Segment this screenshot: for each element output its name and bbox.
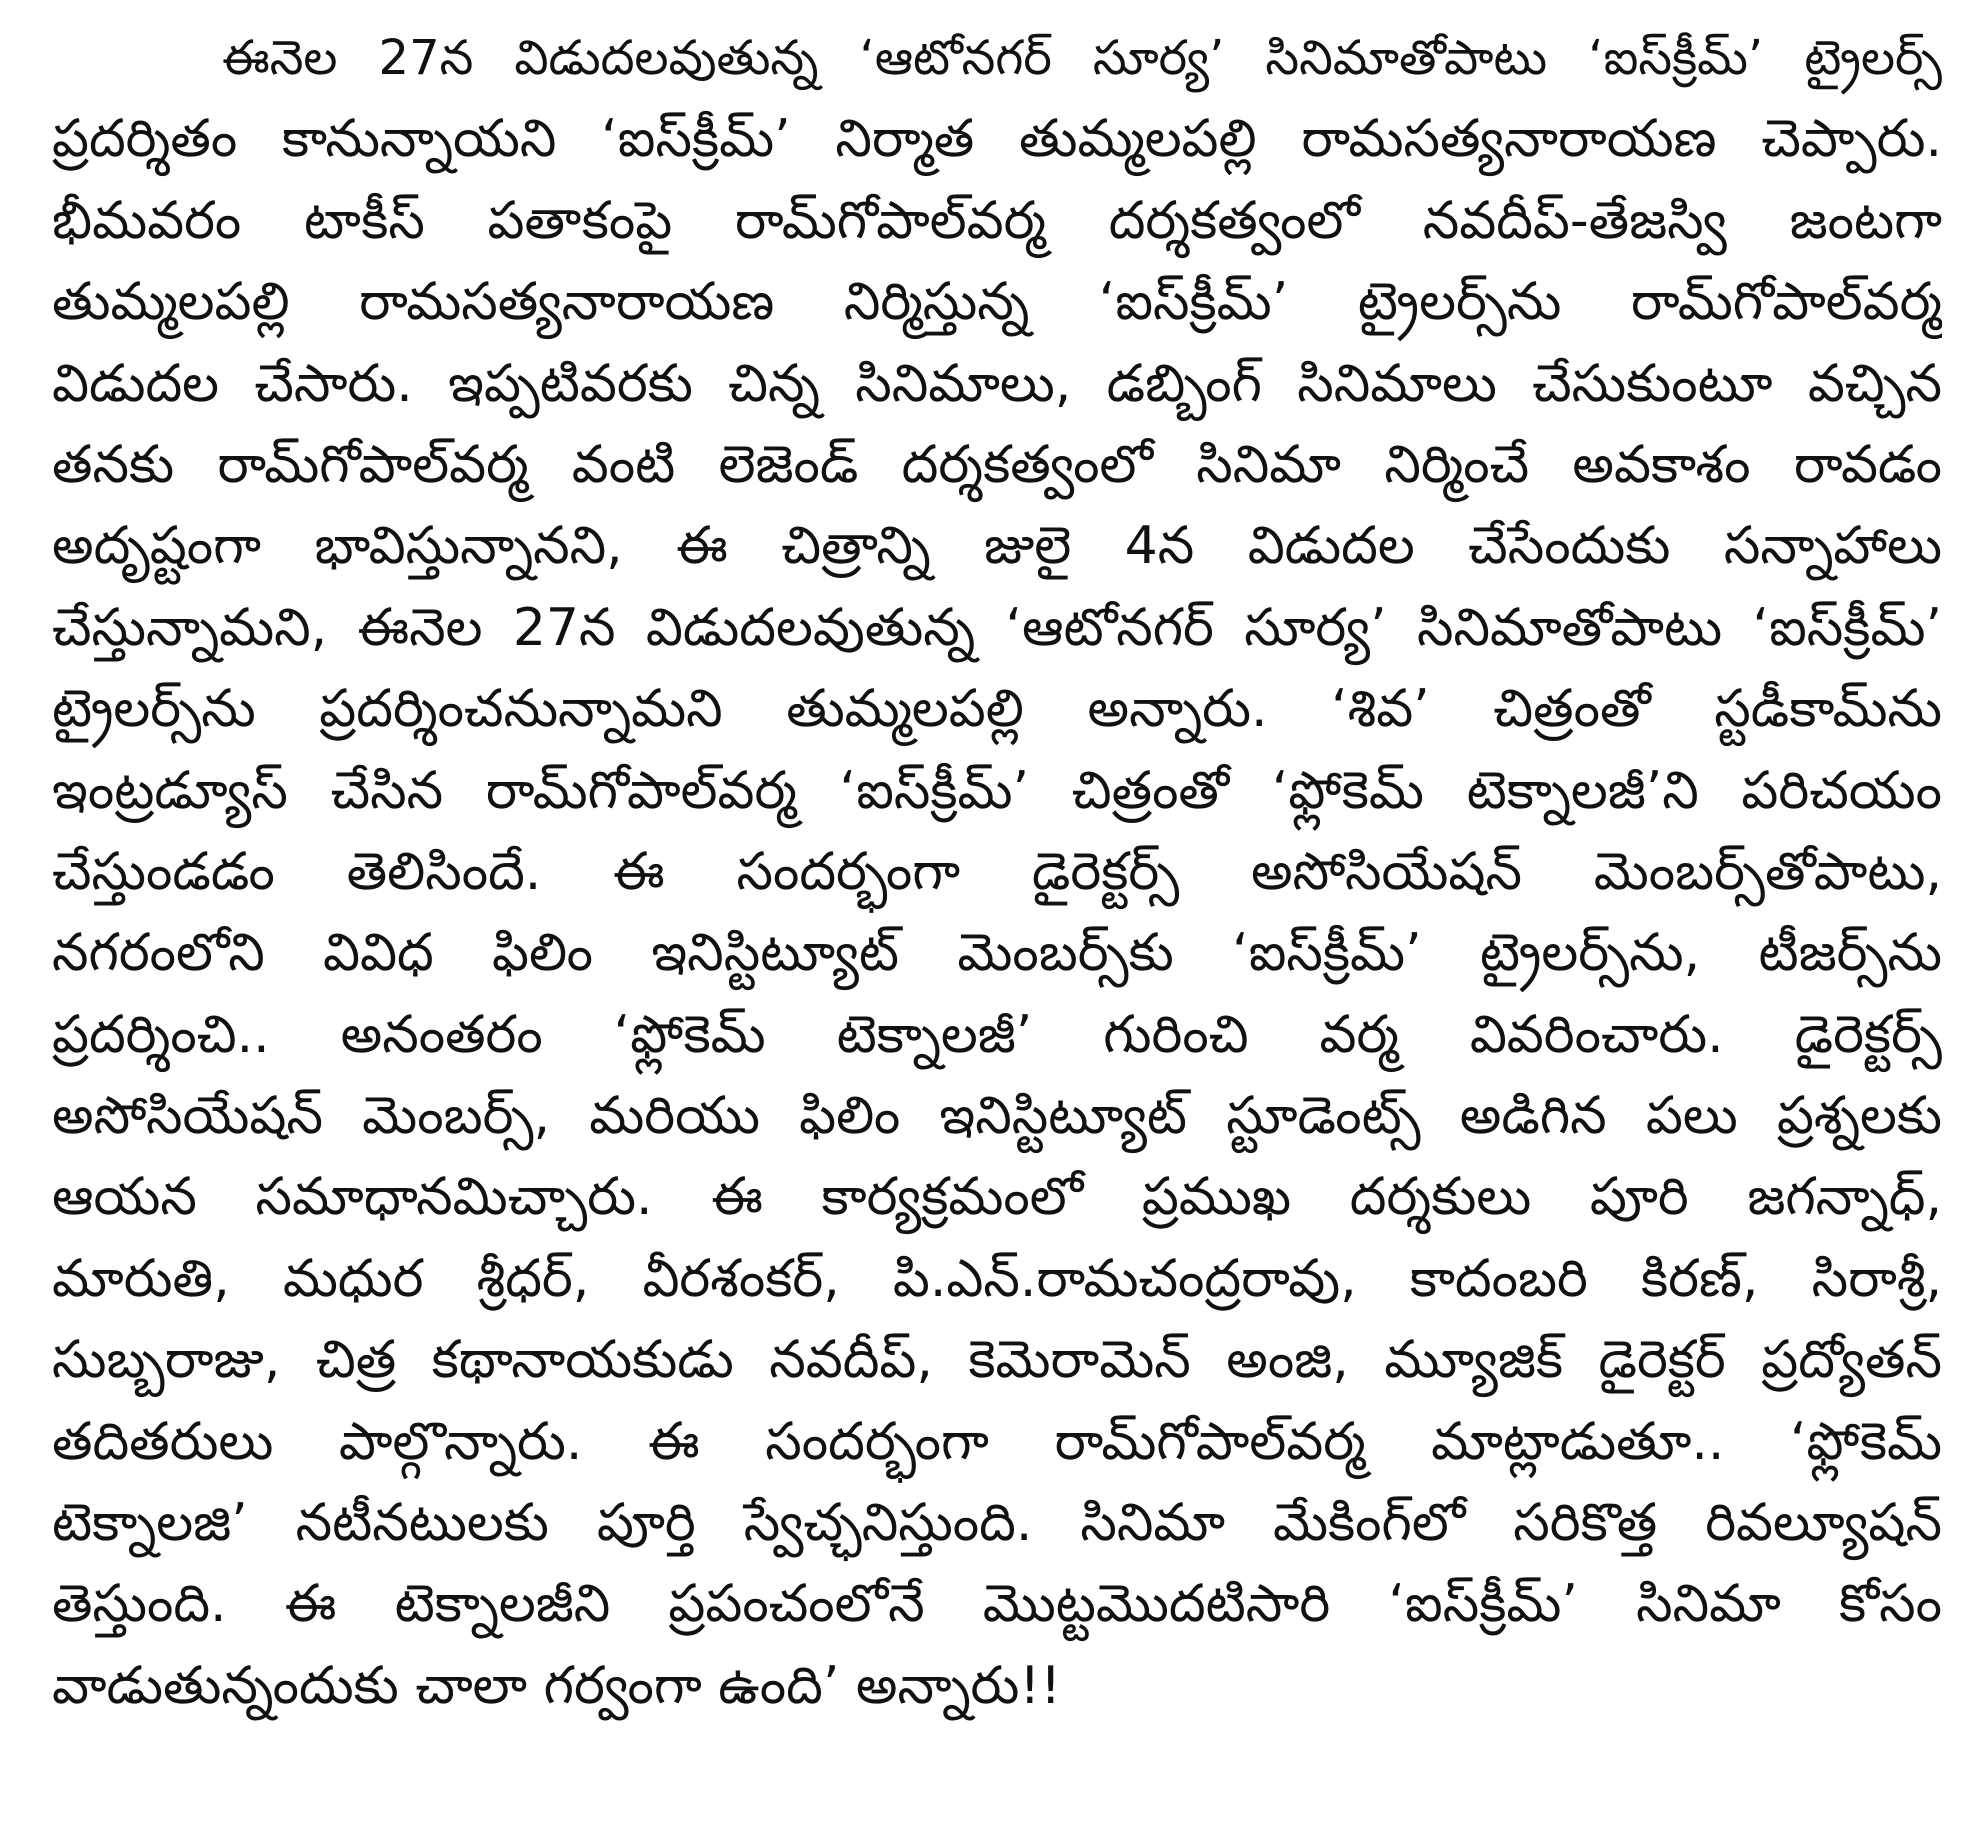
article-line-10: ఇంట్రడ్యూస్ చేసిన రామ్‌గోపాల్‌వర్మ ‘ఐస్‌క్రీమ్’ చిత్రంతో ‘ఫ్లోకెమ్ టెక్నాలజీ’ని పరిచయం	[52, 760, 1942, 821]
article-line-4: తుమ్మలపల్లి రామసత్యనారాయణ నిర్మిస్తున్న ‘ఐస్‌క్రీమ్’ ట్రైలర్స్‌ను రామ్‌గోపాల్‌వర్మ	[52, 272, 1942, 333]
article-line-8: చేస్తున్నామని, ఈనెల 27న విడుదలవుతున్న ‘ఆటోనగర్ సూర్య’ సినిమాతోపాటు ‘ఐస్‌క్రీమ్’	[52, 597, 1942, 658]
article-line-16: మారుతి, మధుర శ్రీధర్, వీరశంకర్, పి.ఎన్.రామచంద్రరావు, కాదంబరి కిరణ్, సిరాశ్రీ,	[52, 1248, 1942, 1309]
article-line-1: ఈనెల 27న విడుదలవుతున్న ‘ఆటోనగర్ సూర్య’ సినిమాతోపాటు ‘ఐస్‌క్రీమ్’ ట్రైలర్స్	[222, 30, 1942, 86]
article-line-13: ప్రదర్శించి.. అనంతరం ‘ఫ్లోకెమ్ టెక్నాలజీ’ గురించి వర్మ వివరించారు. డైరెక్టర్స్	[52, 1004, 1942, 1065]
article-line-7: అదృష్టంగా భావిస్తున్నానని, ఈ చిత్రాన్ని జులై 4న విడుదల చేసేందుకు సన్నాహాలు	[52, 516, 1942, 577]
article-line-3: భీమవరం టాకీస్ పతాకంపై రామ్‌గోపాల్‌వర్మ దర్శకత్వంలో నవదీప్-తేజస్వి జంటగా	[52, 190, 1942, 251]
article-line-14: అసోసియేషన్ మెంబర్స్, మరియు ఫిలిం ఇనిస్టిట్యూట్ స్టూడెంట్స్ అడిగిన పలు ప్రశ్నలకు	[52, 1086, 1942, 1147]
article-line-11: చేస్తుండడం తెలిసిందే. ఈ సందర్భంగా డైరెక్టర్స్ అసోసియేషన్ మెంబర్స్‌తోపాటు,	[52, 841, 1942, 902]
article-body	[52, 18, 1942, 1727]
article-line-21: వాడుతున్నందుకు చాలా గర్వంగా ఉంది’ అన్నారు!!	[52, 1655, 1062, 1716]
article-line-12: నగరంలోని వివిధ ఫిలిం ఇనిస్టిట్యూట్ మెంబర్స్‌కు ‘ఐస్‌క్రీమ్’ ట్రైలర్స్‌ను, టీజర్స్‌ను	[52, 923, 1942, 984]
article-line-5: విడుదల చేసారు. ఇప్పటివరకు చిన్న సినిమాలు, డబ్బింగ్ సినిమాలు చేసుకుంటూ వచ్చిన	[52, 353, 1942, 414]
article-line-17: సుబ్బరాజు, చిత్ర కథానాయకుడు నవదీప్, కెమెరామెన్ అంజి, మ్యూజిక్ డైరెక్టర్ ప్రద్యోతన్	[52, 1330, 1942, 1391]
article-line-20: తెస్తుంది. ఈ టెక్నాలజీని ప్రపంచంలోనే మొట్టమొదటిసారి ‘ఐస్‌క్రీమ్’ సినిమా కోసం	[52, 1574, 1942, 1635]
article-line-2: ప్రదర్శితం కానున్నాయని ‘ఐస్‌క్రీమ్’ నిర్మాత తుమ్మలపల్లి రామసత్యనారాయణ చెప్పారు.	[52, 109, 1942, 170]
article-line-9: ట్రైలర్స్‌ను ప్రదర్శించనున్నామని తుమ్మలపల్లి అన్నారు. ‘శివ’ చిత్రంతో స్టడీకామ్‌ను	[52, 679, 1942, 740]
document-page	[52, 18, 1942, 1828]
article-line-19: టెక్నాలజి’ నటీనటులకు పూర్తి స్వేచ్ఛనిస్తుంది. సినిమా మేకింగ్‌లో సరికొత్త రివల్యూషన్	[52, 1493, 1942, 1554]
article-line-15: ఆయన సమాధానమిచ్చారు. ఈ కార్యక్రమంలో ప్రముఖ దర్శకులు పూరి జగన్నాధ్,	[52, 1167, 1942, 1228]
article-line-6: తనకు రామ్‌గోపాల్‌వర్మ వంటి లెజెండ్ దర్శకత్వంలో సినిమా నిర్మించే అవకాశం రావడం	[52, 434, 1942, 495]
article-line-18: తదితరులు పాల్గొన్నారు. ఈ సందర్భంగా రామ్‌గోపాల్‌వర్మ మాట్లాడుతూ.. ‘ఫ్లోకెమ్	[52, 1411, 1942, 1472]
